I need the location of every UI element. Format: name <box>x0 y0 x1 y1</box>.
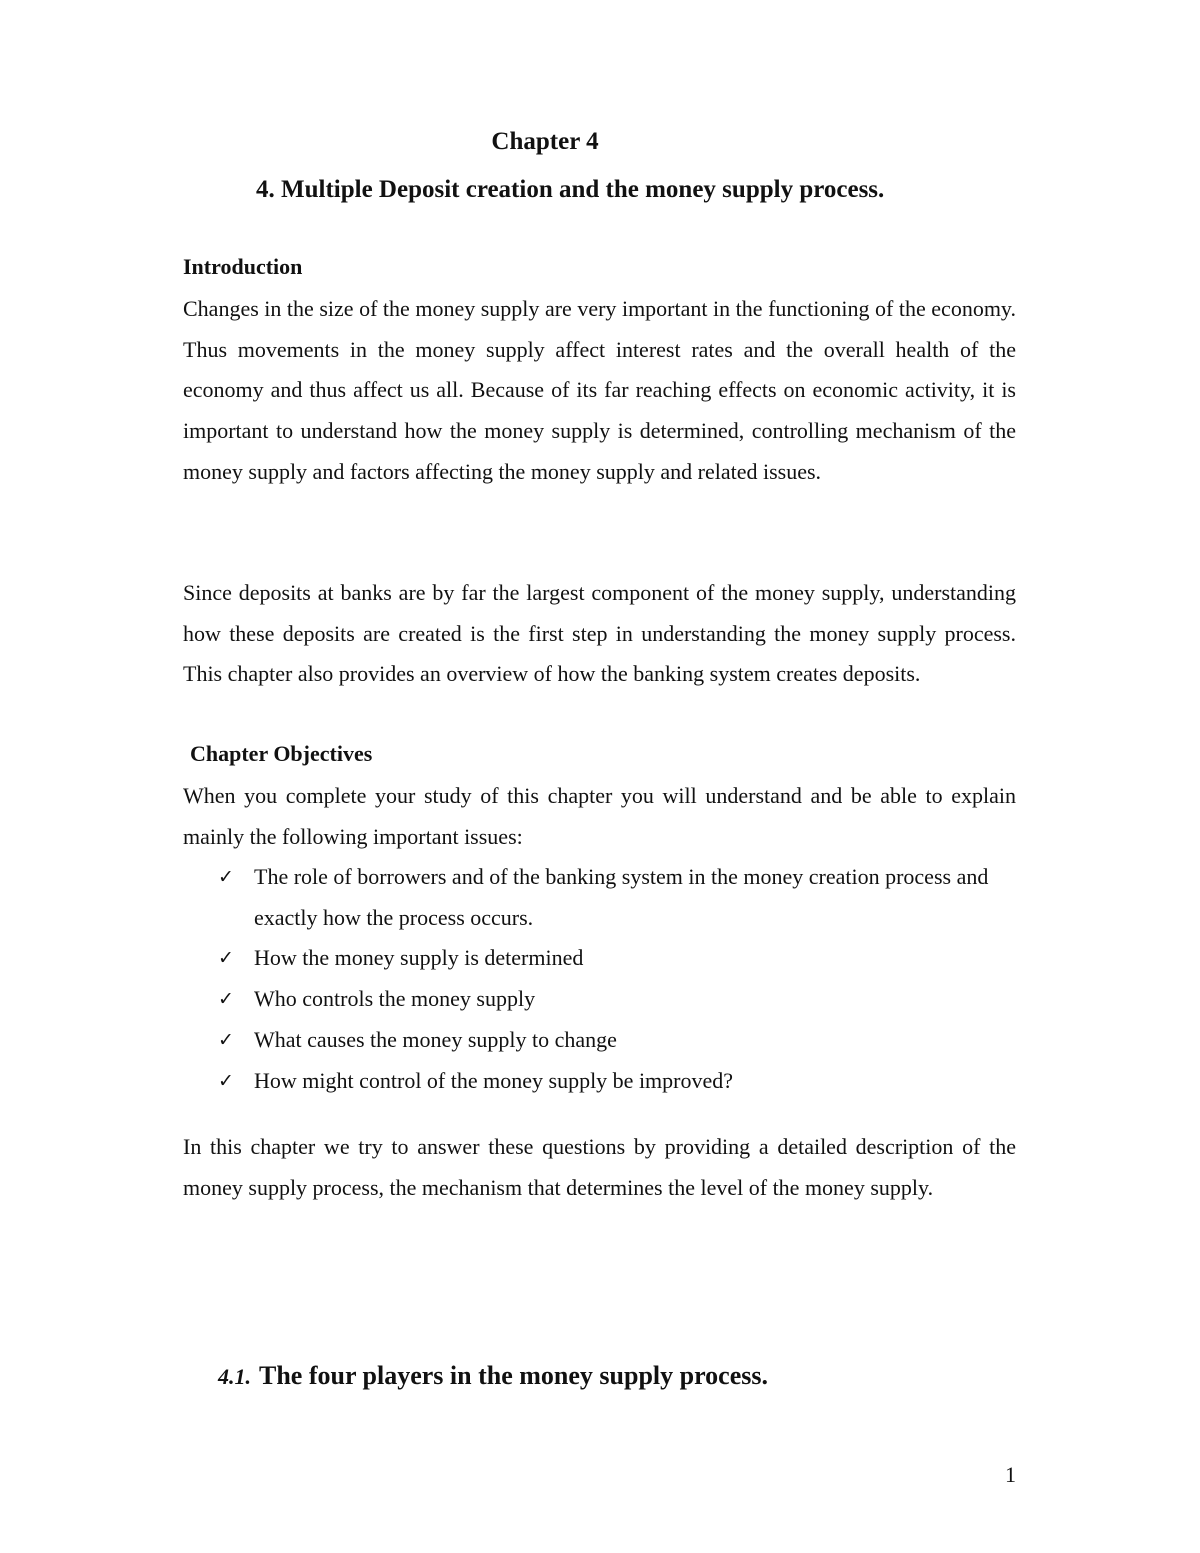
introduction-paragraph-1: Changes in the size of the money supply are very important in the functioning of the economy. Thus movements in the money supply affect interest rates and the overall health of the economy and thus affect us all. Because of its far reaching effects on economic activity, it is important to understand how the money supply is determined, controlling mechanism of the money supply and factors affecting the money supply and related issues. <box>183 296 1016 484</box>
list-item <box>218 1020 1018 1061</box>
list-item <box>218 938 1018 979</box>
checkmark-icon: ✓ <box>218 866 234 888</box>
closing-paragraph: In this chapter we try to answer these questions by providing a detailed description of the money supply process, the mechanism that determines the level of the money supply. <box>183 1134 1016 1200</box>
objective-text: The role of borrowers and of the banking system in the money creation process and exactly how the process occurs. <box>254 864 989 930</box>
introduction-heading: Introduction <box>183 254 303 279</box>
checkmark-icon: ✓ <box>218 988 234 1011</box>
objectives-intro: When you complete your study of this chapter you will understand and be able to explain mainly the following important issues: <box>183 783 1016 849</box>
objectives-heading: Chapter Objectives <box>190 741 373 766</box>
section-heading <box>218 1361 768 1391</box>
chapter-label: Chapter 4 <box>491 128 599 155</box>
objective-text: How might control of the money supply be improved? <box>254 1067 734 1093</box>
checkmark-icon: ✓ <box>218 1069 234 1092</box>
objective-text: Who controls the money supply <box>254 986 536 1012</box>
list-item <box>218 979 1018 1020</box>
objectives-list <box>218 857 1018 1101</box>
page-number: 1 <box>1005 1462 1016 1487</box>
objective-text: What causes the money supply to change <box>254 1026 617 1052</box>
list-item <box>218 857 1018 938</box>
section-title: The four players in the money supply process. <box>259 1361 768 1390</box>
checkmark-icon: ✓ <box>218 947 234 970</box>
objective-text: How the money supply is determined <box>254 945 584 971</box>
checkmark-icon: ✓ <box>218 1028 234 1051</box>
chapter-title: 4. Multiple Deposit creation and the money supply process. <box>256 176 885 203</box>
list-item <box>218 1061 1018 1102</box>
introduction-paragraph-2: Since deposits at banks are by far the largest component of the money supply, understanding how these deposits are created is the first step in understanding the money supply process. This chapter also provides an overview of how the banking system creates deposits. <box>183 580 1016 687</box>
section-number: 4.1. <box>218 1364 251 1389</box>
